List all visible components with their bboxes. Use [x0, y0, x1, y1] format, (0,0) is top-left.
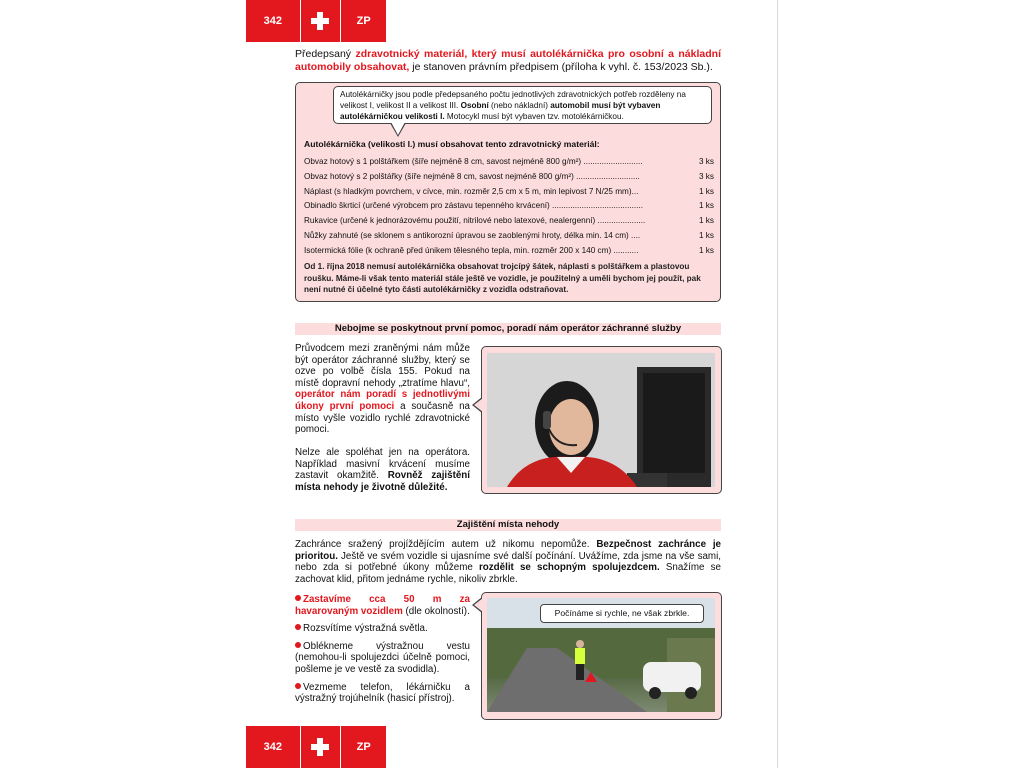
- section-heading-accident-site: Zajištění místa nehody: [295, 519, 721, 531]
- kit-sizes-callout: Autolékárničky jsou podle předepsaného počtu jednotlivých zdravotnických potřeb rozděleny na velikost I, velikost II a velikost III. Osobní (nebo nákladní) automobil musí být vybaven autolékárničkou velikosti I. Motocykl musí být vybaven tzv. motolékárničkou.: [333, 86, 712, 124]
- list-item: Vezmeme telefon, lékárničku a výstražný trojúhelník (hasicí přístroj).: [295, 681, 470, 705]
- page-header: [246, 0, 386, 42]
- steps-list: [295, 594, 470, 711]
- list-item: Oblékneme výstražnou vestu (nemohou-li spolujezdci účelně pomoci, pošleme je ve vestě za svodidla).: [295, 640, 470, 675]
- bullet-dot-icon: [295, 624, 301, 630]
- kit-title: Autolékárnička (velikosti I.) musí obsahovat tento zdravotnický materiál:: [304, 139, 600, 149]
- list-item: Obinadlo škrticí (určené výrobcem pro zástavu tepenného krvácení) ........................................ 1 ks: [304, 201, 714, 211]
- kit-list: [304, 155, 714, 259]
- list-item: Náplast (s hladkým povrchem, v cívce, min. rozměr 2,5 cm x 5 m, min lepivost 7 N/25 mm)... 1 ks: [304, 186, 714, 196]
- header-chapter: ZP: [341, 0, 386, 42]
- list-item: Obvaz hotový s 1 polštářkem (šíře nejméně 8 cm, savost nejméně 800 g/m²) .......................... 3 ks: [304, 157, 714, 166]
- photo-tail-fill: [474, 598, 483, 612]
- operator-photo: [487, 353, 715, 487]
- list-item: Isotermická fólie (k ochraně před únikem tělesného tepla, min. rozměr 200 x 140 cm) ........... 1 ks: [304, 245, 714, 255]
- bullet-dot-icon: [295, 595, 301, 601]
- speech-tail-fill: [391, 122, 405, 135]
- page-edge: [777, 0, 778, 768]
- bullet-dot-icon: [295, 683, 301, 689]
- header-page-number: 342: [246, 0, 300, 42]
- operator-paragraph: Průvodcem mezi zraněnými nám může být operátor záchranné služby, který se ozve po volbě čísla 155. Pokud na místě dopravní nehody „ztratíme hlavu“, operátor nám poradí s jednotlivými úkony první pomoci a současně na místo vyšle vozidlo rychlé zdravotnické pomoci.: [295, 343, 470, 436]
- list-item: Rukavice (určené k jednorázovému použití, nitrilové nebo latexové, nealergenní) ..................... 1 ks: [304, 216, 714, 226]
- list-item: Nůžky zahnuté (se sklonem s antikorozní úpravou se zaoblenými hroty, délka min. 14 cm) .... 1 ks: [304, 230, 714, 240]
- list-item: Zastavíme cca 50 m za havarovaným vozidlem (dle okolností).: [295, 594, 470, 617]
- kit-note: Od 1. října 2018 nemusí autolékárnička obsahovat trojcípý šátek, náplasti s polštářkem a plastovou roušku. Máme-li však tento materiál stále ještě ve vozidle, je použitelný a uměli bychom jej použít, pak není nutné či účelné tyto části autolékárničky z vozidla odstraňovat.: [304, 262, 701, 294]
- road-photo-caption: Počínáme si rychle, ne však zbrkle.: [540, 604, 704, 623]
- list-item: Rozsvítíme výstražná světla.: [295, 623, 470, 635]
- intro-paragraph: Předepsaný zdravotnický materiál, který musí autolékárnička pro osobní a nákladní automobily obsahovat, je stanoven právním předpisem (příloha k vyhl. č. 153/2023 Sb.).: [295, 48, 721, 73]
- footer-page-number: 342: [246, 726, 300, 768]
- photo-tail-fill: [474, 398, 483, 412]
- accident-site-paragraph: Zachránce sražený projíždějícím autem už nikomu nepomůže. Bezpečnost zachránce je prioritou. Ještě ve svém vozidle si ujasníme své další počínání. Uvážíme, zda jsme na vše sami, nebo zda si potřebné úkony můžeme rozdělit se schopným spolujezdcem. Snažíme se zachovat klid, přitom jednáme rychle, nikoliv zbrkle.: [295, 539, 722, 585]
- list-item: Obvaz hotový s 2 polštářky (šíře nejméně 8 cm, savost nejméně 800 g/m²) ............................ 3 ks: [304, 171, 714, 181]
- footer-chapter: ZP: [341, 726, 386, 768]
- footer-cross-icon: [301, 726, 341, 768]
- page-footer: [246, 726, 386, 768]
- section-heading-operator: Nebojme se poskytnout první pomoc, poradí nám operátor záchranné služby: [295, 323, 721, 335]
- header-cross-icon: [301, 0, 341, 42]
- bullet-dot-icon: [295, 642, 301, 648]
- bleeding-paragraph: Nelze ale spoléhat jen na operátora. Například masivní krvácení musíme zastavit okamžitě. Rovněž zajištění místa nehody je životně důležité.: [295, 447, 470, 493]
